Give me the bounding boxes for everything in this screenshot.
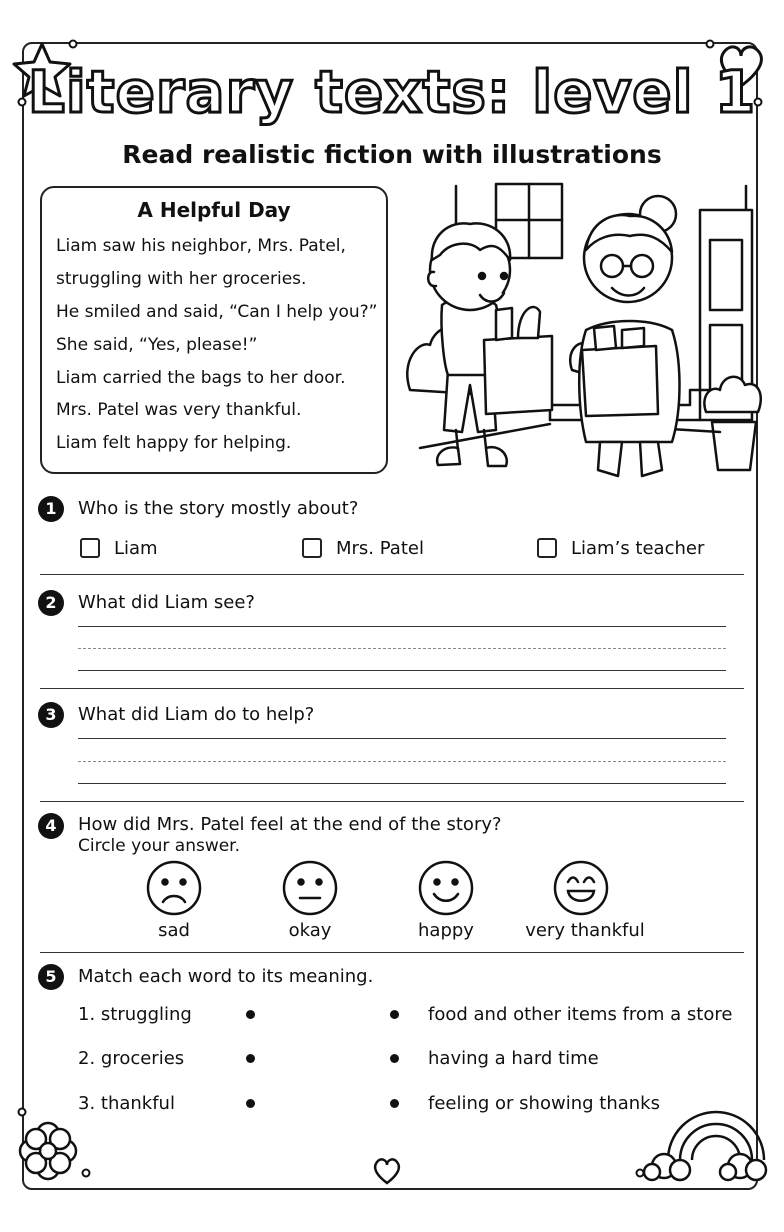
face-label: okay bbox=[288, 920, 332, 941]
writing-guide-line bbox=[78, 761, 726, 762]
face-label: very thankful bbox=[525, 920, 645, 941]
match-dot[interactable] bbox=[246, 1054, 255, 1063]
sad-face-icon bbox=[148, 862, 200, 914]
question-number: 2 bbox=[38, 590, 64, 616]
question-text: Match each word to its meaning. bbox=[78, 966, 374, 987]
match-meaning: having a hard time bbox=[428, 1048, 599, 1069]
answer-checkbox[interactable] bbox=[302, 538, 322, 558]
answer-option-label: Liam bbox=[114, 538, 158, 559]
small-heart-icon bbox=[375, 1159, 399, 1183]
happy-face-icon bbox=[420, 862, 472, 914]
question-text: What did Liam do to help? bbox=[78, 704, 315, 725]
writing-line[interactable] bbox=[78, 738, 726, 739]
question-number: 3 bbox=[38, 702, 64, 728]
question-text: What did Liam see? bbox=[78, 592, 255, 613]
face-label: happy bbox=[418, 920, 474, 941]
match-dot[interactable] bbox=[246, 1099, 255, 1108]
story-line: She said, “Yes, please!” bbox=[56, 335, 258, 355]
very-thankful-face-icon bbox=[555, 862, 607, 914]
page-title: Literary texts: level 1 bbox=[27, 58, 757, 126]
rainbow-icon bbox=[644, 1112, 766, 1180]
flower-icon bbox=[20, 1123, 76, 1179]
story-line: Mrs. Patel was very thankful. bbox=[56, 400, 302, 420]
story-line: Liam carried the bags to her door. bbox=[56, 368, 346, 388]
question-number: 5 bbox=[38, 964, 64, 990]
story-title: A Helpful Day bbox=[137, 198, 291, 222]
question-text: How did Mrs. Patel feel at the end of the story? bbox=[78, 814, 502, 835]
story-line: Liam felt happy for helping. bbox=[56, 433, 292, 453]
match-word: 3. thankful bbox=[78, 1093, 175, 1114]
divider bbox=[40, 952, 744, 953]
divider bbox=[40, 801, 744, 802]
writing-line[interactable] bbox=[78, 783, 726, 784]
story-line: struggling with her groceries. bbox=[56, 269, 307, 289]
writing-guide-line bbox=[78, 648, 726, 649]
question-number: 4 bbox=[38, 813, 64, 839]
okay-face-icon bbox=[284, 862, 336, 914]
match-meaning: feeling or showing thanks bbox=[428, 1093, 660, 1114]
writing-line[interactable] bbox=[78, 626, 726, 627]
writing-line[interactable] bbox=[78, 670, 726, 671]
match-dot[interactable] bbox=[246, 1010, 255, 1019]
page-subtitle: Read realistic fiction with illustrations bbox=[122, 140, 662, 169]
face-label: sad bbox=[158, 920, 190, 941]
match-word: 1. struggling bbox=[78, 1004, 192, 1025]
story-line: He smiled and said, “Can I help you?” bbox=[56, 302, 378, 322]
story-box bbox=[40, 186, 388, 474]
story-line: Liam saw his neighbor, Mrs. Patel, bbox=[56, 236, 346, 256]
face-options[interactable] bbox=[140, 858, 620, 920]
match-meaning: food and other items from a store bbox=[428, 1004, 733, 1025]
divider bbox=[40, 688, 744, 689]
question-number: 1 bbox=[38, 496, 64, 522]
answer-option-label: Liam’s teacher bbox=[571, 538, 705, 559]
question-text: Who is the story mostly about? bbox=[78, 498, 359, 519]
divider bbox=[40, 574, 744, 575]
answer-checkbox[interactable] bbox=[537, 538, 557, 558]
question-instruction: Circle your answer. bbox=[78, 836, 241, 856]
match-dot[interactable] bbox=[390, 1099, 399, 1108]
story-illustration bbox=[400, 180, 762, 490]
match-word: 2. groceries bbox=[78, 1048, 185, 1069]
answer-checkbox[interactable] bbox=[80, 538, 100, 558]
match-dot[interactable] bbox=[390, 1054, 399, 1063]
match-dot[interactable] bbox=[390, 1010, 399, 1019]
answer-option-label: Mrs. Patel bbox=[336, 538, 424, 559]
